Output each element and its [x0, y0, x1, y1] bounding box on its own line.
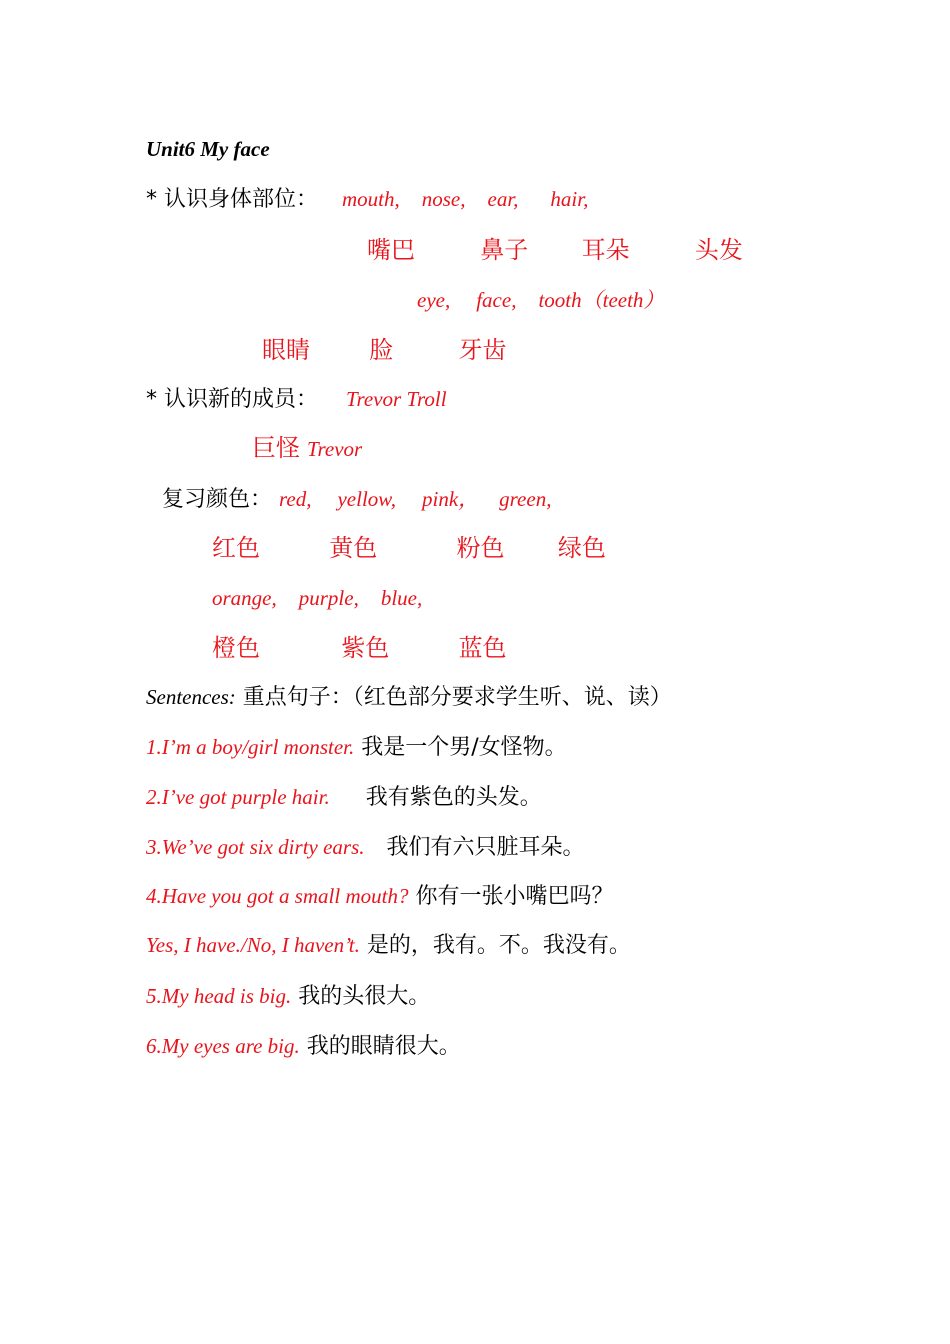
body-parts-cn-line-2 — [262, 335, 507, 365]
cn-orange: 橙色 — [212, 634, 260, 662]
page-title: Unit6 My face — [146, 137, 270, 161]
colors-cn-line — [212, 533, 606, 563]
cn-eye: 眼睛 — [262, 336, 310, 364]
sentence-cn: 是的，我有。不。我没有。 — [366, 933, 631, 958]
body-parts-line-2 — [417, 285, 664, 316]
word-nose: nose, — [421, 187, 466, 211]
cn-tooth: 牙齿 — [458, 336, 507, 364]
sentence-item — [146, 1031, 461, 1062]
body-parts-label: * 认识身体部位： — [146, 187, 318, 212]
sentences-header — [146, 682, 672, 713]
sentence-item — [146, 930, 631, 961]
sentence-en: 6.My eyes are big. — [146, 1034, 300, 1058]
cn-mouth: 嘴巴 — [367, 236, 415, 264]
cn-blue: 蓝色 — [458, 634, 507, 662]
cn-face: 脸 — [369, 336, 394, 364]
color-green: green, — [499, 487, 552, 511]
sentence-en: 5.My head is big. — [146, 984, 292, 1008]
color-blue: blue, — [380, 586, 423, 610]
color-orange: orange, — [212, 586, 277, 610]
sentence-cn: 我有紫色的头发。 — [365, 785, 542, 810]
cn-green: 绿色 — [557, 534, 606, 562]
colors-cn-line-2 — [212, 633, 507, 663]
name-en: Trevor Troll — [346, 387, 447, 411]
colors-label: 复习颜色： — [162, 487, 273, 512]
new-member-cn-line — [252, 433, 362, 465]
sentence-en: 1.I’m a boy/girl monster. — [146, 735, 355, 759]
sentence-item — [146, 832, 585, 863]
color-red: red, — [279, 487, 312, 511]
cn-ear: 耳朵 — [581, 236, 630, 264]
cn-nose: 鼻子 — [480, 236, 529, 264]
word-ear: ear, — [487, 187, 519, 211]
word-tooth: tooth（teeth） — [538, 288, 665, 312]
word-face: face, — [476, 288, 517, 312]
word-mouth: mouth, — [342, 187, 400, 211]
colors-line-2 — [212, 583, 422, 614]
sentence-item — [146, 981, 430, 1012]
name-cn: 巨怪 — [252, 434, 300, 462]
body-parts-cn-line — [367, 235, 743, 265]
name-cn-en: Trevor — [307, 437, 363, 461]
colors-line — [162, 484, 551, 515]
sentence-item — [146, 881, 614, 912]
color-pink: pink， — [422, 487, 480, 511]
cn-hair: 头发 — [694, 236, 743, 264]
sentence-cn: 我的眼睛很大。 — [306, 1034, 461, 1059]
cn-red: 红色 — [212, 534, 260, 562]
sentence-item — [146, 782, 542, 813]
sentences-label-en: Sentences: — [146, 685, 236, 709]
new-member-label: * 认识新的成员： — [146, 387, 318, 412]
sentence-en: 3.We’ve got six dirty ears. — [146, 835, 365, 859]
body-parts-line — [146, 184, 588, 215]
new-member-line — [146, 384, 447, 415]
color-purple: purple, — [298, 586, 359, 610]
sentence-cn: 我的头很大。 — [298, 984, 431, 1009]
sentence-en: 4.Have you got a small mouth? — [146, 884, 409, 908]
color-yellow: yellow, — [337, 487, 396, 511]
sentence-cn: 我是一个男/女怪物。 — [361, 735, 567, 760]
sentence-en: 2.I’ve got purple hair. — [146, 785, 330, 809]
cn-pink: 粉色 — [456, 534, 505, 562]
word-hair: hair, — [550, 187, 589, 211]
sentences-label-cn: 重点句子：（红色部分要求学生听、说、读） — [242, 685, 672, 710]
cn-yellow: 黄色 — [329, 534, 378, 562]
sentence-cn: 我们有六只脏耳朵。 — [386, 835, 585, 860]
sentence-en: Yes, I have./No, I haven’t. — [146, 933, 360, 957]
word-eye: eye, — [417, 288, 451, 312]
cn-purple: 紫色 — [341, 634, 390, 662]
sentence-item — [146, 732, 567, 763]
sentence-cn: 你有一张小嘴巴吗？ — [415, 884, 614, 909]
